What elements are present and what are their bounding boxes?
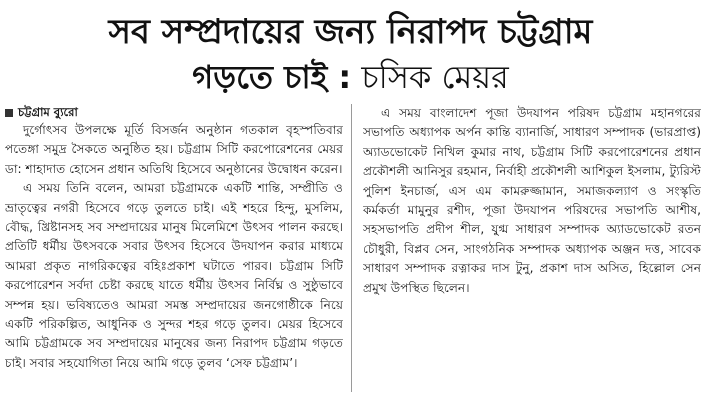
headline-line-2 [0, 56, 701, 98]
column-divider [351, 104, 352, 392]
article-paragraph-3: এ সময় বাংলাদেশ পূজা উদযাপন পরিষদ চট্টগ্রাম মহানগরের সভাপতি অধ্যাপক অর্পন কান্তি ব্যানার্জি, সাধারণ সম্পাদক (ভারপ্রাপ্ত) অ্যাডভোকেট নিখিল কুমার নাথ, চট্টগ্রাম সিটি করপোরেশনের প্রধান প্রকৌশলী আনিসুর রহমান, নির্বাহী প্রকৌশলী আশিকুল ইসলাম, ট্যুরিস্ট পুলিশ ইনচার্জ, এস এম কামরুজ্জামান, সমাজকল্যাণ ও সংস্কৃতি কর্মকর্তা মামুনুর রশীদ, পূজা উদযাপন পরিষদের সভাপতি আশীষ, সহসভাপতি প্রদীপ শীল, যুগ্ম সাধারণ সম্পাদক অ্যাডভোকেট রতন চৌধুরী, বিপ্লব সেন, সাংগঠনিক সম্পাদক অধ্যাপক অঞ্জন দত্ত, সাবেক সাধারণ সম্পাদক রত্নাকর দাস টুনু, প্রকাশ দাস অসিত, হিল্লোল সেন প্রমুখ উপস্থিত ছিলেন। [363, 106, 701, 295]
article-paragraph-2: এ সময় তিনি বলেন, আমরা চট্টগ্রামকে একটি শান্তি, সম্প্রীতি ও ভ্রাতৃত্বের নগরী হিসেবে গড়ে তুলতে চাই। এই শহরে হিন্দু, মুসলিম, বৌদ্ধ, খ্রিষ্টানসহ সব সম্প্রদায়ের মানুষ মিলেমিশে উৎসব পালন করছে। প্রতিটি ধর্মীয় উৎসবকে সবার উৎসব হিসেবে উদযাপন করার মাধ্যমে আমরা প্রকৃত নাগরিকত্বের বহিঃপ্রকাশ ঘটাতে পারব। চট্টগ্রাম সিটি করপোরেশন সর্বদা চেষ্টা করছে যাতে ধর্মীয় উৎসব নির্বিঘ্ন ও সুষ্ঠুভাবে সম্পন্ন হয়। ভবিষ্যতেও আমরা সমস্ত সম্প্রদায়ের জনগোষ্ঠীকে নিয়ে একটি পরিকল্পিত, আধুনিক ও সুন্দর শহর গড়ে তুলব। মেয়র হিসেবে আমি চট্টগ্রামকে সব সম্প্রদায়ের মানুষের জন্য নিরাপদ চট্টগ্রাম গড়তে চাই। সবার সহযোগিতা নিয়ে আমি গড়ে তুলব ‘সেফ চট্টগ্রাম’। [5, 181, 343, 370]
article-paragraph-1: দুর্গোৎসব উপলক্ষে মূর্তি বিসর্জন অনুষ্ঠান গতকাল বৃহস্পতিবার পতেঙ্গা সমুদ্র সৈকতে অনুষ্ঠিত হয়। চট্টগ্রাম সিটি করপোরেশনের মেয়র ডা: শাহাদাত হোসেন প্রধান অতিথি হিসেবে অনুষ্ঠানের উদ্বোধন করেন। [5, 123, 343, 176]
headline-line-1: সব সম্প্রদায়ের জন্য নিরাপদ চট্টগ্রাম [108, 12, 593, 52]
byline [5, 104, 343, 121]
article-column-right [363, 104, 701, 394]
article-column-left [5, 104, 343, 394]
byline-text: চট্টগ্রাম ব্যুরো [18, 105, 78, 119]
square-bullet-icon [5, 109, 13, 117]
headline-line-2-light: চসিক মেয়র [351, 58, 509, 96]
headline-line-2-bold: গড়তে চাই : [192, 58, 352, 96]
